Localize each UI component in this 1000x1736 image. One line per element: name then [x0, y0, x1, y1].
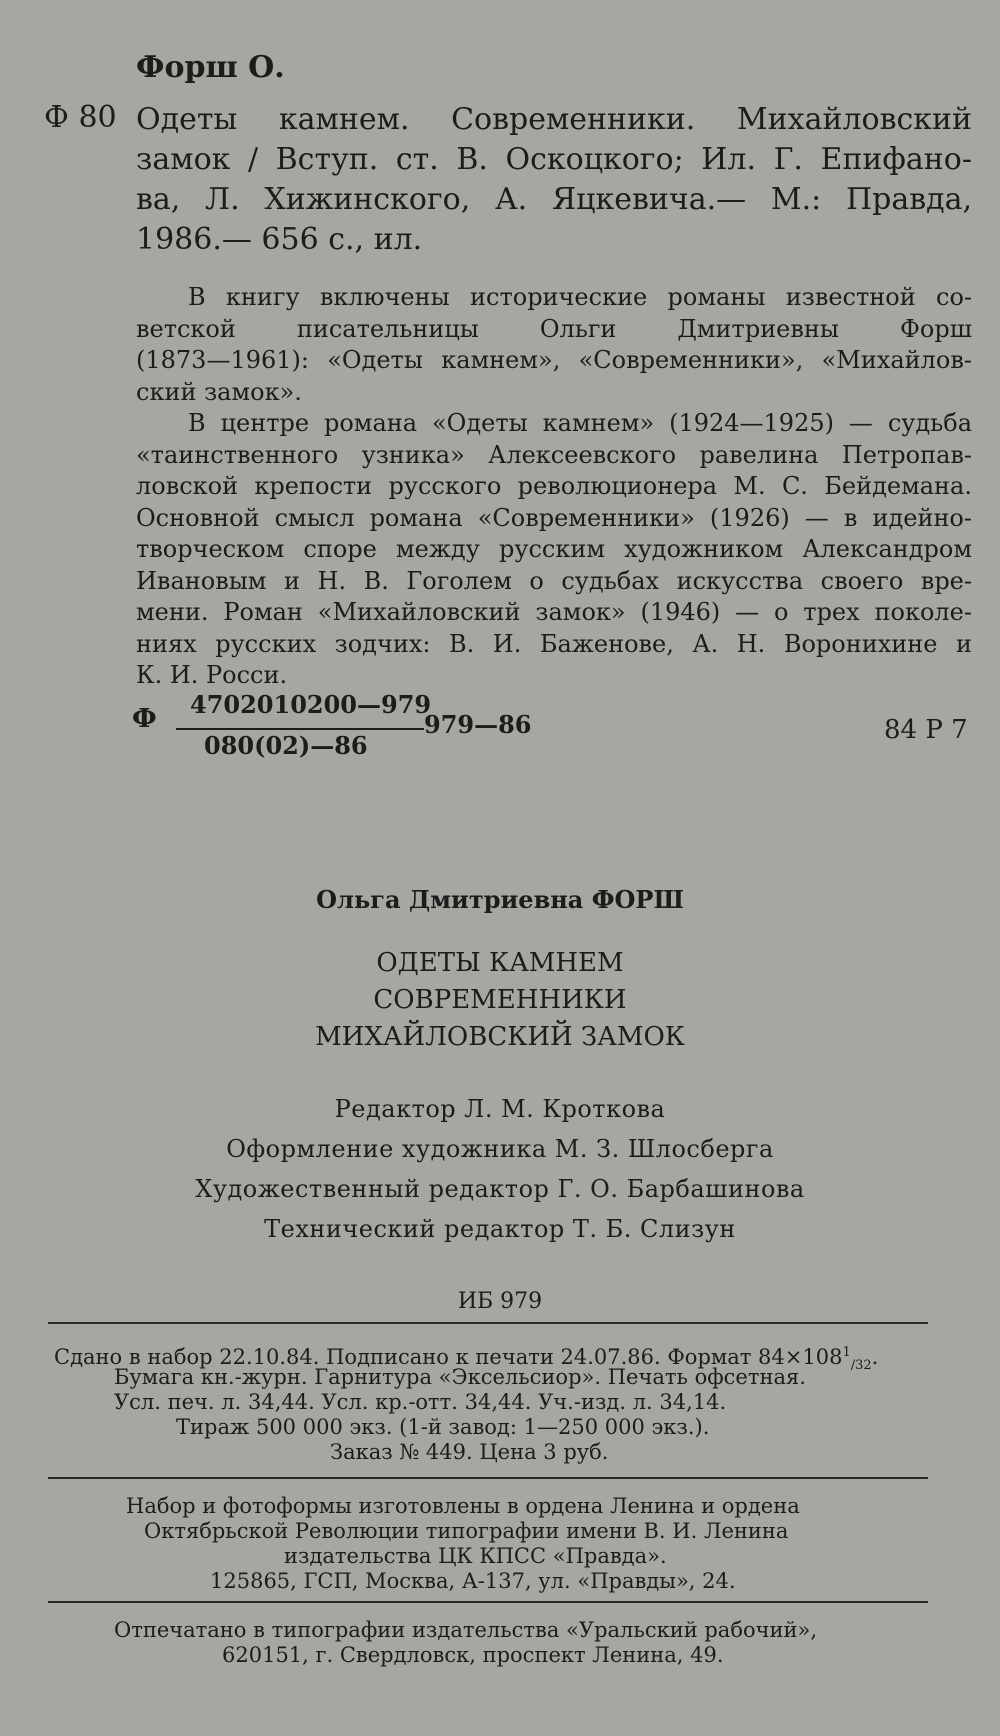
author-short: Форш О.	[136, 50, 285, 85]
annotation-line: В книгу включены исторические романы известной со-	[188, 283, 972, 311]
printed-at	[54, 1618, 940, 1668]
classification-denominator: 080(02)—86	[204, 731, 368, 760]
annotation-line: ский замок».	[136, 377, 302, 406]
printer-info	[54, 1494, 940, 1594]
format-line: Сдано в набор 22.10.84. Подписано к печати 24.07.86. Формат 84×108	[54, 1345, 843, 1369]
titles-block	[0, 945, 1000, 1056]
credit-line: Художественный редактор Г. О. Барбашинова	[195, 1175, 805, 1203]
annotation-line: ниях русских зодчих: В. И. Баженове, А. Н. Воронихине и	[136, 629, 972, 658]
annotation-line: творческом споре между русским художником Александром	[136, 535, 972, 563]
annotation-para-2	[136, 408, 972, 692]
biblio-line: ва, Л. Хижинского, А. Яцкевича.— М.: Правда,	[136, 182, 972, 217]
print-info	[54, 1340, 940, 1465]
classification-prefix: Ф	[132, 704, 157, 734]
credit-line: Редактор Л. М. Кроткова	[334, 1095, 666, 1123]
print-line: Заказ № 449. Цена 3 руб.	[330, 1440, 609, 1464]
annotation-line: ловской крепости русского революционера М. С. Бейдемана.	[136, 472, 972, 500]
biblio-line: 1986.— 656 с., ил.	[136, 222, 423, 257]
title-line: СОВРЕМЕННИКИ	[373, 985, 627, 1015]
format-sub: /32	[850, 1358, 872, 1374]
classification-suffix: 979—86	[424, 710, 532, 739]
printer-line: издательства ЦК КПСС «Правда».	[284, 1544, 667, 1568]
annotation-line: К. И. Росси.	[136, 661, 288, 689]
full-author-name: Ольга Дмитриевна ФОРШ	[316, 885, 684, 914]
credit-line: Технический редактор Т. Б. Слизун	[264, 1215, 736, 1243]
print-line: Усл. печ. л. 34,44. Усл. кр.-отт. 34,44. Уч.-изд. л. 34,14.	[114, 1390, 727, 1414]
printer-line: Набор и фотоформы изготовлены в ордена Ленина и ордена	[126, 1494, 800, 1518]
annotation-line: мени. Роман «Михайловский замок» (1946) — о трех поколе-	[136, 598, 972, 626]
divider	[48, 1601, 928, 1603]
print-line: Бумага кн.-журн. Гарнитура «Эксельсиор». Печать офсетная.	[114, 1365, 806, 1389]
annotation-line: Ивановым и Н. В. Гоголем о судьбах искусства своего вре-	[136, 566, 972, 595]
bbk-code: 84 Р 7	[884, 715, 968, 745]
credits-block	[0, 1089, 1000, 1249]
printed-at-line: Отпечатано в типографии издательства «Уральский рабочий»,	[114, 1618, 818, 1642]
biblio-line: Одеты камнем. Современники. Михайловский	[136, 102, 972, 137]
annotation-line: В центре романа «Одеты камнем» (1924—1925) — судьба	[188, 409, 972, 437]
divider	[48, 1477, 928, 1479]
divider	[48, 1322, 928, 1324]
annotation-line: Основной смысл романа «Современники» (1926) — в идейно-	[136, 503, 972, 532]
biblio-line: замок / Вступ. ст. В. Оскоцкого; Ил. Г. Епифано-	[136, 142, 972, 177]
format-end: .	[871, 1345, 879, 1369]
credit-line: Оформление художника М. З. Шлосберга	[226, 1135, 774, 1163]
title-line: МИХАЙЛОВСКИЙ ЗАМОК	[315, 1022, 685, 1052]
classification-numerator: 4702010200—979	[190, 690, 432, 719]
fraction-line	[176, 728, 424, 730]
bibliographic-description	[136, 100, 972, 260]
title-line: ОДЕТЫ КАМНЕМ	[376, 948, 624, 978]
print-line	[54, 1340, 940, 1374]
printed-at-line: 620151, г. Свердловск, проспект Ленина, 49.	[222, 1643, 724, 1667]
annotation-para-1	[136, 282, 972, 408]
annotation-line: «таинственного узника» Алексеевского равелина Петропав-	[136, 440, 972, 469]
format-sup: 1	[842, 1345, 851, 1360]
annotation-line: (1873—1961): «Одеты камнем», «Современники», «Михайлов-	[136, 346, 972, 374]
printer-line: 125865, ГСП, Москва, А-137, ул. «Правды», 24.	[210, 1569, 736, 1593]
call-number: Ф 80	[44, 100, 117, 135]
print-line: Тираж 500 000 экз. (1-й завод: 1—250 000 экз.).	[176, 1415, 710, 1439]
printer-line: Октябрьской Революции типографии имени В. И. Ленина	[144, 1519, 789, 1543]
ib-number: ИБ 979	[457, 1289, 543, 1314]
annotation-line: ветской писательницы Ольги Дмитриевны Форш	[136, 314, 972, 343]
